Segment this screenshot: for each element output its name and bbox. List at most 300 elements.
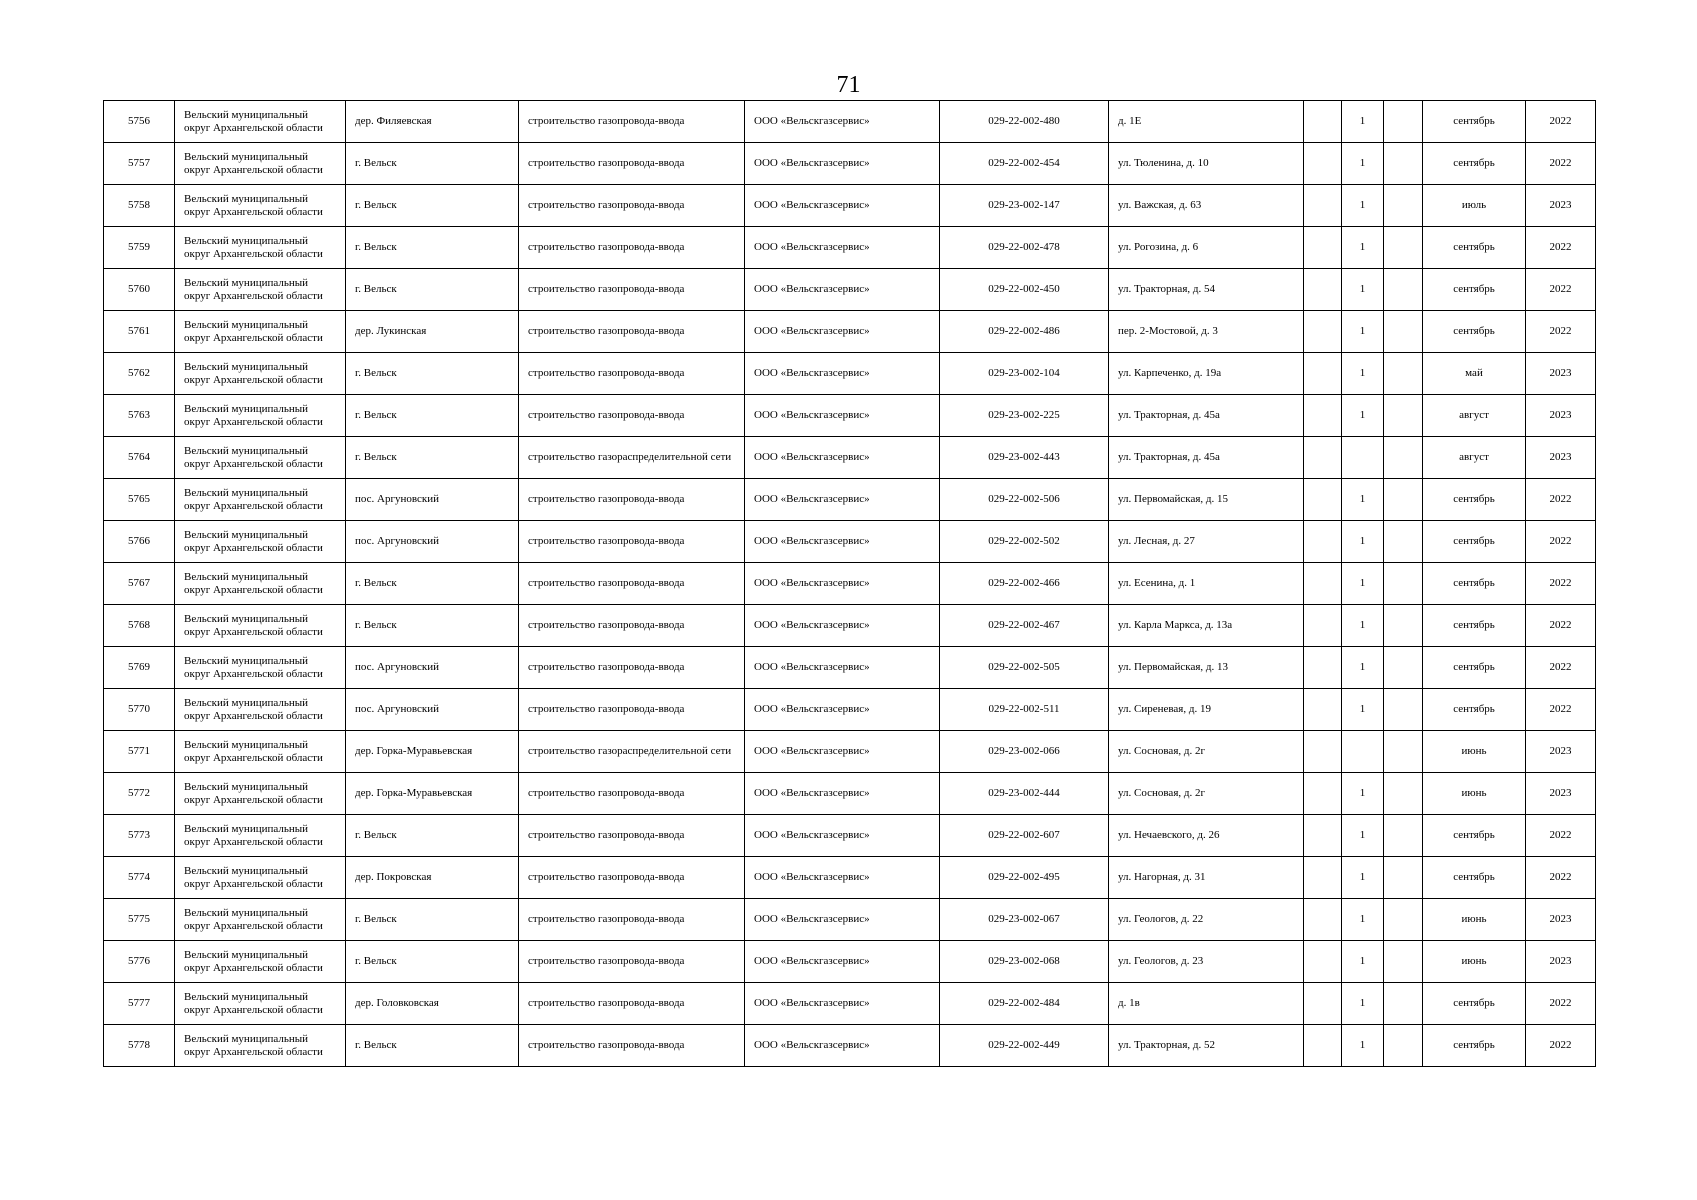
cell-count: 1 [1342,689,1384,731]
cell-blank1 [1304,479,1342,521]
cell-count: 1 [1342,983,1384,1025]
cell-code: 029-22-002-466 [940,563,1109,605]
cell-region: Вельский муниципальный округ Архангельской области [175,227,346,269]
cell-address: ул. Важская, д. 63 [1109,185,1304,227]
cell-work: строительство газораспределительной сети [519,437,745,479]
cell-num: 5769 [104,647,175,689]
cell-month: сентябрь [1423,143,1526,185]
cell-count: 1 [1342,605,1384,647]
cell-address: ул. Лесная, д. 27 [1109,521,1304,563]
cell-month: август [1423,395,1526,437]
cell-region: Вельский муниципальный округ Архангельской области [175,731,346,773]
cell-blank2 [1384,269,1423,311]
cell-blank1 [1304,605,1342,647]
cell-blank1 [1304,395,1342,437]
cell-settlement: пос. Аргуновский [346,521,519,563]
cell-count: 1 [1342,815,1384,857]
cell-month: сентябрь [1423,605,1526,647]
table-row [104,269,1596,311]
cell-address: ул. Тракторная, д. 52 [1109,1025,1304,1067]
cell-settlement: г. Вельск [346,1025,519,1067]
cell-address: ул. Нечаевского, д. 26 [1109,815,1304,857]
cell-address: ул. Тракторная, д. 45а [1109,437,1304,479]
cell-work: строительство газопровода-ввода [519,857,745,899]
cell-year: 2022 [1526,311,1596,353]
cell-num: 5758 [104,185,175,227]
cell-work: строительство газопровода-ввода [519,353,745,395]
cell-blank2 [1384,815,1423,857]
cell-year: 2022 [1526,143,1596,185]
table-row [104,941,1596,983]
cell-blank1 [1304,983,1342,1025]
cell-address: ул. Сосновая, д. 2г [1109,773,1304,815]
table-row [104,185,1596,227]
cell-code: 029-23-002-443 [940,437,1109,479]
cell-num: 5777 [104,983,175,1025]
cell-work: строительство газопровода-ввода [519,521,745,563]
cell-work: строительство газопровода-ввода [519,941,745,983]
table-row [104,311,1596,353]
cell-count: 1 [1342,101,1384,143]
cell-blank2 [1384,647,1423,689]
cell-code: 029-22-002-607 [940,815,1109,857]
cell-region: Вельский муниципальный округ Архангельской области [175,143,346,185]
cell-settlement: г. Вельск [346,395,519,437]
cell-month: сентябрь [1423,815,1526,857]
cell-address: ул. Первомайская, д. 13 [1109,647,1304,689]
cell-year: 2022 [1526,479,1596,521]
cell-org: ООО «Вельскгазсервис» [745,353,940,395]
cell-work: строительство газопровода-ввода [519,185,745,227]
cell-code: 029-22-002-511 [940,689,1109,731]
cell-count [1342,731,1384,773]
cell-address: ул. Тракторная, д. 45а [1109,395,1304,437]
cell-settlement: дер. Лукинская [346,311,519,353]
cell-work: строительство газопровода-ввода [519,773,745,815]
cell-work: строительство газопровода-ввода [519,269,745,311]
cell-month: сентябрь [1423,479,1526,521]
cell-settlement: г. Вельск [346,815,519,857]
cell-org: ООО «Вельскгазсервис» [745,563,940,605]
cell-month: июнь [1423,773,1526,815]
cell-blank2 [1384,395,1423,437]
cell-blank1 [1304,185,1342,227]
cell-blank2 [1384,185,1423,227]
cell-settlement: г. Вельск [346,437,519,479]
cell-blank1 [1304,101,1342,143]
cell-org: ООО «Вельскгазсервис» [745,941,940,983]
table-row [104,773,1596,815]
cell-num: 5771 [104,731,175,773]
cell-address: ул. Есенина, д. 1 [1109,563,1304,605]
cell-count: 1 [1342,773,1384,815]
cell-month: сентябрь [1423,311,1526,353]
cell-month: июнь [1423,941,1526,983]
table-row [104,1025,1596,1067]
cell-settlement: г. Вельск [346,941,519,983]
cell-count: 1 [1342,1025,1384,1067]
cell-region: Вельский муниципальный округ Архангельской области [175,899,346,941]
cell-month: июнь [1423,731,1526,773]
cell-code: 029-22-002-495 [940,857,1109,899]
cell-region: Вельский муниципальный округ Архангельской области [175,773,346,815]
page-number: 71 [836,72,861,98]
cell-year: 2022 [1526,269,1596,311]
cell-org: ООО «Вельскгазсервис» [745,983,940,1025]
cell-count [1342,437,1384,479]
cell-year: 2022 [1526,227,1596,269]
cell-settlement: г. Вельск [346,227,519,269]
cell-region: Вельский муниципальный округ Архангельской области [175,395,346,437]
cell-settlement: г. Вельск [346,185,519,227]
cell-address: д. 1в [1109,983,1304,1025]
cell-year: 2023 [1526,185,1596,227]
cell-region: Вельский муниципальный округ Архангельской области [175,605,346,647]
cell-code: 029-23-002-444 [940,773,1109,815]
cell-code: 029-22-002-486 [940,311,1109,353]
cell-year: 2023 [1526,899,1596,941]
cell-region: Вельский муниципальный округ Архангельской области [175,437,346,479]
cell-region: Вельский муниципальный округ Архангельской области [175,185,346,227]
cell-settlement: г. Вельск [346,143,519,185]
cell-month: сентябрь [1423,521,1526,563]
cell-blank1 [1304,143,1342,185]
cell-code: 029-23-002-066 [940,731,1109,773]
cell-count: 1 [1342,311,1384,353]
cell-org: ООО «Вельскгазсервис» [745,185,940,227]
table-row [104,605,1596,647]
cell-month: июнь [1423,899,1526,941]
cell-blank2 [1384,1025,1423,1067]
cell-blank2 [1384,689,1423,731]
cell-blank2 [1384,521,1423,563]
table-row [104,521,1596,563]
cell-region: Вельский муниципальный округ Архангельской области [175,101,346,143]
cell-blank1 [1304,521,1342,563]
cell-work: строительство газораспределительной сети [519,731,745,773]
cell-org: ООО «Вельскгазсервис» [745,479,940,521]
cell-month: сентябрь [1423,983,1526,1025]
table-row [104,731,1596,773]
table-row [104,143,1596,185]
cell-work: строительство газопровода-ввода [519,311,745,353]
cell-code: 029-22-002-506 [940,479,1109,521]
cell-code: 029-23-002-068 [940,941,1109,983]
cell-region: Вельский муниципальный округ Архангельской области [175,983,346,1025]
cell-year: 2022 [1526,857,1596,899]
cell-year: 2022 [1526,605,1596,647]
table-row [104,479,1596,521]
cell-work: строительство газопровода-ввода [519,689,745,731]
cell-settlement: г. Вельск [346,269,519,311]
cell-count: 1 [1342,227,1384,269]
cell-work: строительство газопровода-ввода [519,563,745,605]
cell-blank2 [1384,353,1423,395]
cell-num: 5773 [104,815,175,857]
cell-year: 2023 [1526,395,1596,437]
cell-num: 5774 [104,857,175,899]
cell-region: Вельский муниципальный округ Архангельской области [175,563,346,605]
cell-org: ООО «Вельскгазсервис» [745,605,940,647]
cell-region: Вельский муниципальный округ Архангельской области [175,311,346,353]
cell-month: сентябрь [1423,689,1526,731]
cell-month: август [1423,437,1526,479]
cell-work: строительство газопровода-ввода [519,647,745,689]
cell-work: строительство газопровода-ввода [519,479,745,521]
cell-settlement: пос. Аргуновский [346,689,519,731]
cell-address: ул. Сосновая, д. 2г [1109,731,1304,773]
cell-org: ООО «Вельскгазсервис» [745,857,940,899]
cell-month: сентябрь [1423,1025,1526,1067]
cell-code: 029-22-002-478 [940,227,1109,269]
cell-blank1 [1304,1025,1342,1067]
cell-org: ООО «Вельскгазсервис» [745,101,940,143]
cell-code: 029-23-002-147 [940,185,1109,227]
cell-work: строительство газопровода-ввода [519,899,745,941]
cell-work: строительство газопровода-ввода [519,143,745,185]
cell-count: 1 [1342,269,1384,311]
table-row [104,101,1596,143]
cell-work: строительство газопровода-ввода [519,815,745,857]
cell-address: ул. Нагорная, д. 31 [1109,857,1304,899]
cell-code: 029-22-002-454 [940,143,1109,185]
cell-work: строительство газопровода-ввода [519,101,745,143]
cell-count: 1 [1342,899,1384,941]
cell-address: ул. Первомайская, д. 15 [1109,479,1304,521]
cell-code: 029-22-002-505 [940,647,1109,689]
cell-month: май [1423,353,1526,395]
cell-settlement: г. Вельск [346,353,519,395]
cell-num: 5767 [104,563,175,605]
cell-year: 2023 [1526,941,1596,983]
cell-year: 2022 [1526,647,1596,689]
cell-org: ООО «Вельскгазсервис» [745,227,940,269]
cell-work: строительство газопровода-ввода [519,1025,745,1067]
table-row [104,227,1596,269]
cell-num: 5770 [104,689,175,731]
cell-blank1 [1304,731,1342,773]
cell-blank2 [1384,899,1423,941]
cell-settlement: г. Вельск [346,563,519,605]
cell-blank1 [1304,773,1342,815]
cell-year: 2022 [1526,689,1596,731]
cell-region: Вельский муниципальный округ Архангельской области [175,689,346,731]
cell-address: ул. Сиреневая, д. 19 [1109,689,1304,731]
cell-num: 5768 [104,605,175,647]
cell-org: ООО «Вельскгазсервис» [745,689,940,731]
cell-blank1 [1304,269,1342,311]
register-table-body [104,101,1596,1067]
cell-blank1 [1304,353,1342,395]
register-table [103,100,1596,1067]
cell-region: Вельский муниципальный округ Архангельской области [175,353,346,395]
cell-settlement: пос. Аргуновский [346,647,519,689]
cell-region: Вельский муниципальный округ Архангельской области [175,479,346,521]
table-row [104,395,1596,437]
cell-count: 1 [1342,479,1384,521]
cell-code: 029-22-002-449 [940,1025,1109,1067]
cell-region: Вельский муниципальный округ Архангельской области [175,1025,346,1067]
table-row [104,647,1596,689]
cell-year: 2023 [1526,731,1596,773]
cell-settlement: г. Вельск [346,605,519,647]
cell-num: 5761 [104,311,175,353]
cell-count: 1 [1342,143,1384,185]
cell-blank2 [1384,731,1423,773]
cell-blank2 [1384,941,1423,983]
cell-code: 029-22-002-484 [940,983,1109,1025]
cell-count: 1 [1342,521,1384,563]
cell-address: ул. Геологов, д. 22 [1109,899,1304,941]
table-row [104,857,1596,899]
cell-count: 1 [1342,857,1384,899]
cell-org: ООО «Вельскгазсервис» [745,815,940,857]
cell-org: ООО «Вельскгазсервис» [745,773,940,815]
table-row [104,815,1596,857]
cell-address: ул. Карпеченко, д. 19а [1109,353,1304,395]
cell-org: ООО «Вельскгазсервис» [745,269,940,311]
cell-year: 2022 [1526,815,1596,857]
cell-month: июль [1423,185,1526,227]
cell-address: ул. Рогозина, д. 6 [1109,227,1304,269]
cell-count: 1 [1342,647,1384,689]
cell-address: ул. Тракторная, д. 54 [1109,269,1304,311]
cell-year: 2022 [1526,983,1596,1025]
cell-num: 5762 [104,353,175,395]
cell-blank2 [1384,479,1423,521]
cell-org: ООО «Вельскгазсервис» [745,731,940,773]
cell-year: 2022 [1526,521,1596,563]
cell-region: Вельский муниципальный округ Архангельской области [175,269,346,311]
cell-month: сентябрь [1423,647,1526,689]
cell-code: 029-22-002-450 [940,269,1109,311]
cell-year: 2022 [1526,1025,1596,1067]
cell-count: 1 [1342,353,1384,395]
cell-blank1 [1304,899,1342,941]
cell-year: 2022 [1526,563,1596,605]
cell-blank2 [1384,101,1423,143]
table-row [104,353,1596,395]
cell-code: 029-23-002-067 [940,899,1109,941]
cell-month: сентябрь [1423,227,1526,269]
cell-month: сентябрь [1423,269,1526,311]
cell-settlement: дер. Филяевская [346,101,519,143]
cell-blank2 [1384,857,1423,899]
cell-settlement: дер. Покровская [346,857,519,899]
cell-num: 5766 [104,521,175,563]
cell-blank2 [1384,605,1423,647]
cell-num: 5757 [104,143,175,185]
cell-settlement: пос. Аргуновский [346,479,519,521]
table-row [104,899,1596,941]
cell-blank1 [1304,815,1342,857]
cell-num: 5778 [104,1025,175,1067]
cell-num: 5756 [104,101,175,143]
cell-org: ООО «Вельскгазсервис» [745,899,940,941]
cell-blank2 [1384,227,1423,269]
cell-code: 029-23-002-225 [940,395,1109,437]
cell-num: 5765 [104,479,175,521]
cell-count: 1 [1342,563,1384,605]
cell-blank2 [1384,773,1423,815]
cell-work: строительство газопровода-ввода [519,395,745,437]
cell-org: ООО «Вельскгазсервис» [745,521,940,563]
cell-blank2 [1384,311,1423,353]
cell-count: 1 [1342,941,1384,983]
cell-blank2 [1384,143,1423,185]
cell-month: сентябрь [1423,101,1526,143]
cell-year: 2022 [1526,101,1596,143]
table-row [104,983,1596,1025]
cell-blank1 [1304,311,1342,353]
cell-region: Вельский муниципальный округ Архангельской области [175,941,346,983]
cell-settlement: дер. Горка-Муравьевская [346,773,519,815]
cell-code: 029-22-002-467 [940,605,1109,647]
cell-count: 1 [1342,185,1384,227]
cell-address: ул. Тюленина, д. 10 [1109,143,1304,185]
cell-blank2 [1384,563,1423,605]
cell-settlement: г. Вельск [346,899,519,941]
cell-address: ул. Геологов, д. 23 [1109,941,1304,983]
cell-year: 2023 [1526,353,1596,395]
cell-code: 029-23-002-104 [940,353,1109,395]
cell-settlement: дер. Головковская [346,983,519,1025]
cell-org: ООО «Вельскгазсервис» [745,143,940,185]
cell-blank1 [1304,563,1342,605]
cell-code: 029-22-002-502 [940,521,1109,563]
cell-org: ООО «Вельскгазсервис» [745,311,940,353]
cell-org: ООО «Вельскгазсервис» [745,1025,940,1067]
cell-num: 5764 [104,437,175,479]
cell-blank1 [1304,689,1342,731]
cell-month: сентябрь [1423,563,1526,605]
cell-blank2 [1384,437,1423,479]
cell-num: 5776 [104,941,175,983]
cell-region: Вельский муниципальный округ Архангельской области [175,647,346,689]
cell-region: Вельский муниципальный округ Архангельской области [175,857,346,899]
cell-blank1 [1304,941,1342,983]
cell-num: 5772 [104,773,175,815]
cell-region: Вельский муниципальный округ Архангельской области [175,521,346,563]
cell-org: ООО «Вельскгазсервис» [745,437,940,479]
cell-blank1 [1304,227,1342,269]
cell-count: 1 [1342,395,1384,437]
cell-address: пер. 2-Мостовой, д. 3 [1109,311,1304,353]
cell-org: ООО «Вельскгазсервис» [745,647,940,689]
cell-org: ООО «Вельскгазсервис» [745,395,940,437]
cell-work: строительство газопровода-ввода [519,983,745,1025]
table-row [104,689,1596,731]
cell-num: 5763 [104,395,175,437]
cell-blank2 [1384,983,1423,1025]
cell-settlement: дер. Горка-Муравьевская [346,731,519,773]
cell-month: сентябрь [1423,857,1526,899]
cell-blank1 [1304,857,1342,899]
cell-num: 5760 [104,269,175,311]
cell-year: 2023 [1526,437,1596,479]
cell-address: д. 1Е [1109,101,1304,143]
cell-blank1 [1304,437,1342,479]
cell-year: 2023 [1526,773,1596,815]
cell-region: Вельский муниципальный округ Архангельской области [175,815,346,857]
table-row [104,437,1596,479]
table-row [104,563,1596,605]
cell-work: строительство газопровода-ввода [519,605,745,647]
cell-blank1 [1304,647,1342,689]
cell-address: ул. Карла Маркса, д. 13а [1109,605,1304,647]
cell-num: 5759 [104,227,175,269]
cell-code: 029-22-002-480 [940,101,1109,143]
